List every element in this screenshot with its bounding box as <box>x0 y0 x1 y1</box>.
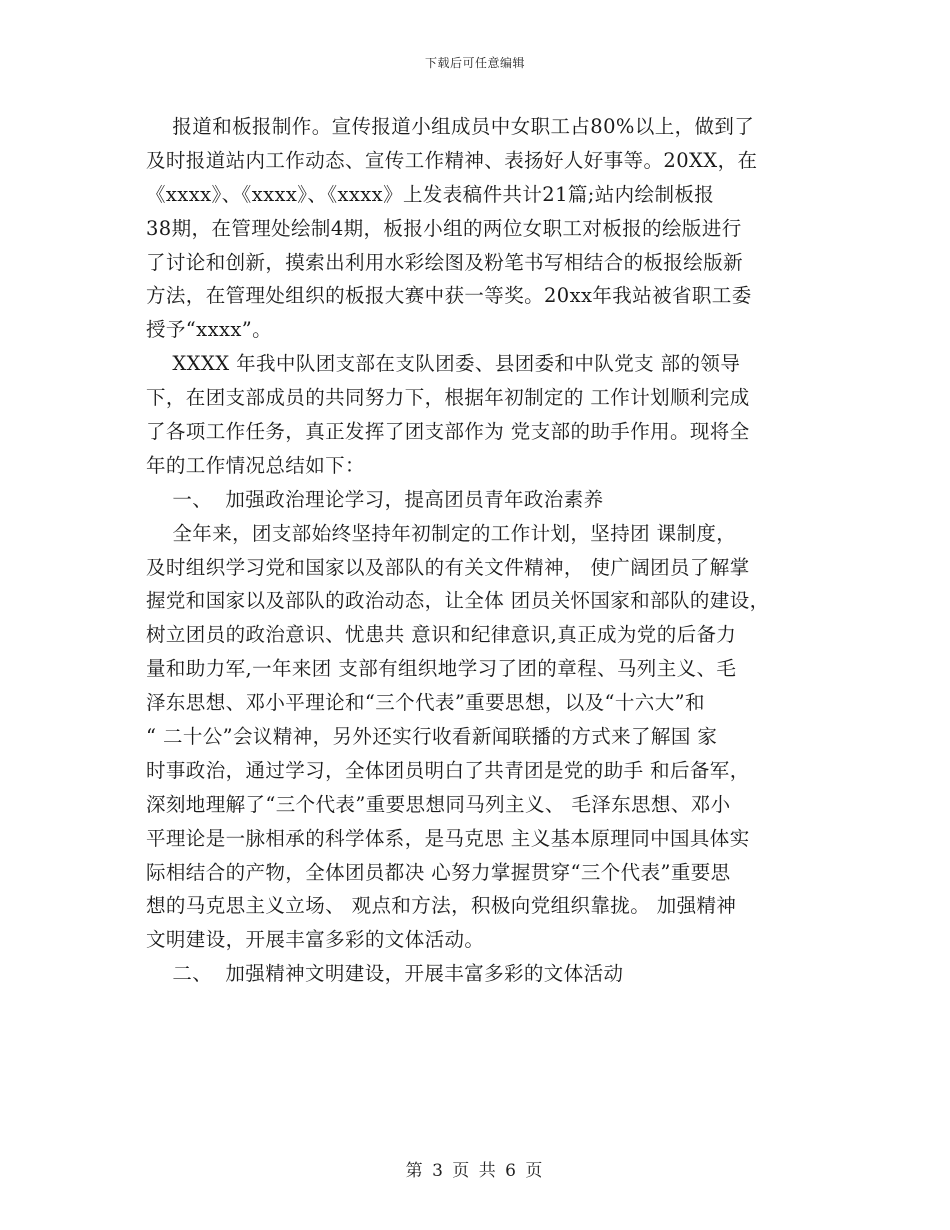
text-line: 泽东思想、邓小平理论和“三个代表”重要思想，以及“十六大”和 <box>146 691 705 715</box>
document-body <box>146 110 826 991</box>
text-line: 方法，在管理处组织的板报大赛中获一等奖。20xx年我站被省职工委 <box>146 284 752 308</box>
text-line: 及时组织学习党和国家以及部队的有关文件精神， 使广阔团员了解掌 <box>146 555 750 579</box>
text-line: 想的马克思主义立场、 观点和方法，积极向党组织靠拢。 加强精神 <box>146 894 737 918</box>
text-line: 下，在团支部成员的共同努力下，根据年初制定的 工作计划顺利完成 <box>146 386 750 410</box>
page-number: 第 3 页 共 6 页 <box>405 1161 545 1181</box>
text-line: 38期，在管理处绘制4期，板报小组的两位女职工对板报的绘版进行 <box>146 216 742 240</box>
text-line: 及时报道站内工作动态、宣传工作精神、表扬好人好事等。20XX，在 <box>146 148 758 172</box>
text-line: 树立团员的政治意识、忧患共 意识和纪律意识,真正成为党的后备力 <box>146 623 737 647</box>
text-line: 《xxxx》、《xxxx》、《xxxx》上发表稿件共计21篇;站内绘制板报 <box>146 182 715 206</box>
section-heading: 二、 加强精神文明建设，开展丰富多彩的文体活动 <box>146 962 624 986</box>
text-line: 量和助力军,一年来团 支部有组织地学习了团的章程、马列主义、毛 <box>146 657 737 681</box>
text-line: 平理论是一脉相承的科学体系，是马克思 主义基本原理同中国具体实 <box>146 826 750 850</box>
text-line: 文明建设，开展丰富多彩的文体活动。 <box>146 928 485 952</box>
section-heading: 一、 加强政治理论学习，提高团员青年政治素养 <box>146 487 604 511</box>
text-line: 时事政治，通过学习，全体团员明白了共青团是党的助手 和后备军， <box>146 758 750 782</box>
text-line: 握党和国家以及部队的政治动态，让全体 团员关怀国家和部队的建设， <box>146 589 770 613</box>
text-line: 授予“xxxx”。 <box>146 318 273 342</box>
text-line: 际相结合的产物，全体团员都决 心努力掌握贯穿“三个代表”重要思 <box>146 860 731 884</box>
text-line: XXXX 年我中队团支部在支队团委、县团委和中队党支 部的领导 <box>146 352 741 376</box>
text-line: 报道和板报制作。宣传报道小组成员中女职工占80%以上，做到了 <box>146 115 755 138</box>
text-line: 了各项工作任务，真正发挥了团支部作为 党支部的助手作用。现将全 <box>146 420 750 444</box>
text-line: 深刻地理解了“三个代表”重要思想同马列主义、 毛泽东思想、邓小 <box>146 792 731 816</box>
text-line: 了讨论和创新，摸索出利用水彩绘图及粉笔书写相结合的板报绘版新 <box>146 250 744 274</box>
text-line: 全年来，团支部始终坚持年初制定的工作计划，坚持团 课制度， <box>146 521 737 545</box>
page-header: 下载后可任意编辑 <box>424 56 525 70</box>
text-line: “ 二十公”会议精神，另外还实行收看新闻联播的方式来了解国 家 <box>146 725 718 749</box>
text-line: 年的工作情况总结如下： <box>146 453 365 477</box>
